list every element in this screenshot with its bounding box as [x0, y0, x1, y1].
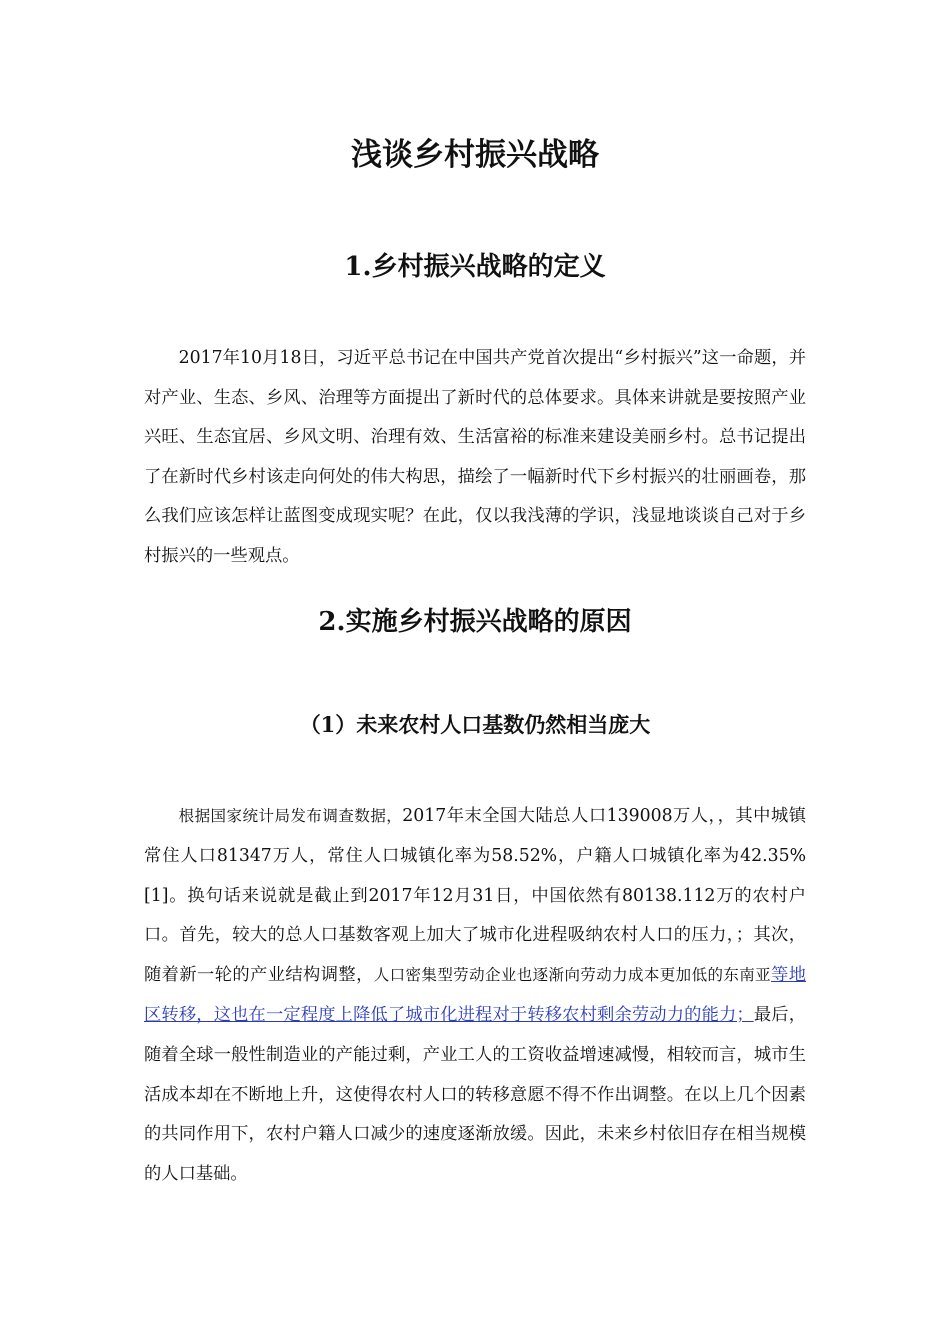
section-1-paragraph: 2017年10月18日，习近平总书记在中国共产党首次提出“乡村振兴”这一命题，并对产业、生态、乡风、治理等方面提出了新时代的总体要求。具体来讲就是要按照产业兴旺、生态宜居、乡风文明、治理有效、生活富裕的标准来建设美丽乡村。总书记提出了在新时代乡村该走向何处的伟大构思，描绘了一幅新时代下乡村振兴的壮丽画卷，那么我们应该怎样让蓝图变成现实呢？在此，仅以我浅薄的学识，浅显地谈谈自己对于乡村振兴的一些观点。: [144, 348, 806, 566]
section-2-heading: 2.实施乡村振兴战略的原因: [318, 607, 632, 637]
paragraph-text: 2017年末全国大陆总人口139008万人，，其中城镇常住人口81347万人，常住人口城镇化率为58.52%，户籍人口城镇化率为42.35%[1]。换句话来说就是截止到2017年12月31日，中国依然有80138.112万的农村户口。首先，较大的总人口基数客观上加大了城市化进程吸纳农村人口的压力，；其次，随着新一轮的产业结构调整，: [144, 806, 806, 986]
document-title: 浅谈乡村振兴战略: [351, 137, 599, 173]
paragraph-text: 人口密集型劳动企业也逐渐向劳动力成本更加低的东南亚: [373, 966, 772, 985]
paragraph-text: 最后，随着全球一般性制造业的产能过剩，产业工人的工资收益增速减慢，相较而言，城市生活成本却在不断地上升，这使得农村人口的转移意愿不得不作出调整。在以上几个因素的共同作用下，农村户籍人口减少的速度逐渐放缓。因此，未来乡村依旧存在相当规模的人口基础。: [144, 1004, 806, 1185]
section-2-subheading: （1）未来农村人口基数仍然相当庞大: [299, 712, 651, 737]
hyperlink-text[interactable]: 等地区转移，这也在一定程度上降低了城市化进程对于转移农村剩余劳动力的能力；: [144, 965, 806, 1025]
paragraph-text: 根据国家统计局发布调查数据，: [178, 807, 403, 825]
section-2-paragraph: [144, 797, 806, 1195]
section-1-heading: 1.乡村振兴战略的定义: [344, 252, 606, 282]
